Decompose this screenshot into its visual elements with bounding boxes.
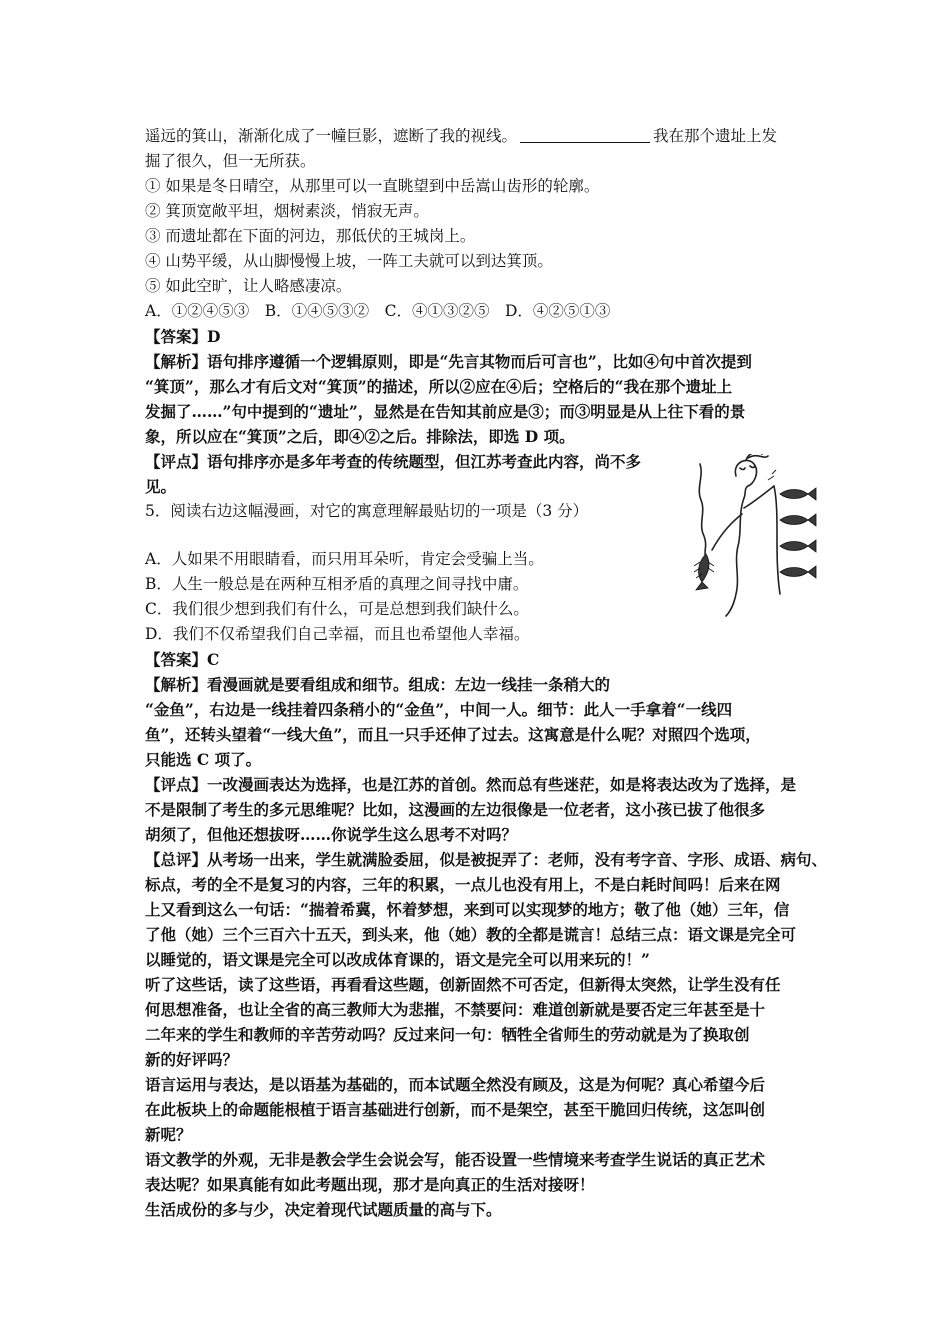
summary-line: 语文教学的外观，无非是教会学生会说会写，能否设置一些情境来考查学生说话的真正艺术 (145, 1150, 766, 1169)
q5-option: A．人如果不用眼睛看，而只用耳朵听，肯定会受骗上当。 (145, 550, 544, 568)
fish-cartoon-image (688, 454, 836, 622)
summary-line: 语言运用与表达，是以语基为基础的，而本试题全然没有顾及，这是为何呢？真心希望今后 (145, 1075, 766, 1094)
summary-line: 了他（她）三个三百六十五天，到头来，他（她）教的全都是谎言！总结三点：语文课是完全可 (145, 925, 797, 944)
q5-comment-line: 【评点】一改漫画表达为选择，也是江苏的首创。然而总有些迷茫，如是将表达改为了选择，是 (145, 775, 797, 794)
big-fish (694, 554, 714, 590)
summary-line: 在此板块上的命题能根植于语言基础进行创新，而不是架空，甚至干脆回归传统，这怎叫创 (145, 1100, 766, 1119)
summary-line: 新的好评吗？ (145, 1050, 239, 1069)
answer-blank (520, 126, 650, 143)
left-fishing-line (699, 464, 706, 558)
q4-comment-line: 【评点】语句排序亦是多年考查的传统题型，但江苏考查此内容，尚不多 (145, 452, 642, 471)
summary-line: 【总评】从考场一出来，学生就满脸委屈，似是被捉弄了：老师，没有考字音、字形、成语、病句、 (145, 850, 828, 869)
q5-analysis-line: 只能选 C 项了。 (145, 750, 262, 769)
q5-option: C．我们很少想到我们有什么，可是总想到我们缺什么。 (145, 600, 529, 618)
sentence-item: ② 箕顶宽敞平坦，烟树素淡，悄寂无声。 (145, 202, 429, 220)
q4-comment-line: 见。 (145, 477, 177, 496)
summary-line: 生活成份的多与少，决定着现代试题质量的高与下。 (145, 1200, 502, 1219)
summary-line: 标点，考的全不是复习的内容，三年的积累，一点儿也没有用上，不是白耗时间吗！后来在网 (145, 875, 781, 894)
summary-line: 何思想准备，也让全省的高三教师大为悲摧，不禁要问：难道创新就是要否定三年甚至是十 (145, 1000, 766, 1019)
passage-line: 遥远的箕山，渐渐化成了一幢巨影，遮断了我的视线。 我在那个遗址上发 (145, 127, 778, 145)
q5-comment-line: 胡须了，但他还想拔呀……你说学生这么思考不对吗？ (145, 825, 518, 844)
right-fishing-line (774, 486, 780, 594)
small-fish-group (780, 488, 816, 578)
summary-line: 以睡觉的，语文课是完全可以改成体育课的，语文是完全可以用来玩的！” (145, 950, 650, 969)
q5-stem: 5．阅读右边这幅漫画，对它的寓意理解最贴切的一项是（3 分） (145, 502, 589, 520)
document-page (145, 124, 828, 1222)
summary-line: 表达呢？如果真能有如此考题出现，那才是向真正的生活对接呀！ (145, 1175, 595, 1194)
person-arm-right (744, 486, 774, 508)
q5-option: B．人生一般总是在两种互相矛盾的真理之间寻找中庸。 (145, 575, 529, 593)
summary-line: 听了这些话，读了这些语，再看看这些题，创新固然不可否定，但新得太突然，让学生没有任 (145, 975, 781, 994)
q5-comment-line: 不是限制了考生的多元思维呢？比如，这漫画的左边很像是一位老者，这小孩已拔了他很多 (145, 800, 766, 819)
q4-answer: 【答案】D (145, 327, 221, 346)
q4-analysis-line: “箕顶”，那么才有后文对“箕顶”的描述，所以②应在④后；空格后的“我在那个遗址上 (145, 377, 733, 396)
q4-analysis-line: 【解析】语句排序遵循一个逻辑原则，即是“先言其物而后可言也”，比如④句中首次提到 (145, 352, 752, 371)
q5-analysis-line: “金鱼”，右边是一线挂着四条稍小的“金鱼”，中间一人。细节：此人一手拿着“一线四 (145, 700, 733, 719)
sentence-item: ① 如果是冬日晴空，从那里可以一直眺望到中岳嵩山齿形的轮廓。 (145, 177, 600, 195)
sentence-item: ⑤ 如此空旷，让人略感凄凉。 (145, 277, 352, 295)
passage-line: 掘了很久，但一无所获。 (145, 152, 316, 170)
person-body (726, 498, 744, 616)
sentence-item: ③ 而遗址都在下面的河边，那低伏的王城岗上。 (145, 227, 476, 245)
q5-option: D．我们不仅希望我们自己幸福，而且也希望他人幸福。 (145, 625, 530, 643)
person-head (735, 460, 756, 498)
summary-line: 上又看到这么一句话：“揣着希冀，怀着梦想，来到可以实现梦的地方；敬了他（她）三年，信 (145, 900, 790, 919)
person-arm-left (712, 514, 742, 550)
summary-line: 二年来的学生和教师的辛苦劳动吗？反过来问一句：牺牲全省师生的劳动就是为了换取创 (145, 1025, 750, 1044)
q4-analysis-line: 发掘了……”句中提到的“遗址”，显然是在告知其前应是③；而③明显是从上往下看的景 (145, 402, 746, 421)
q4-analysis-line: 象，所以应在“箕顶”之后，即④②之后。排除法，即选 D 项。 (145, 427, 575, 446)
sentence-item: ④ 山势平缓，从山脚慢慢上坡，一阵工夫就可以到达箕顶。 (145, 252, 553, 270)
q5-answer: 【答案】C (145, 650, 220, 669)
summary-line: 新呢？ (145, 1125, 192, 1144)
q5-analysis-line: 【解析】看漫画就是要看组成和细节。组成：左边一线挂一条稍大的 (145, 675, 611, 694)
q4-options: A．①②④⑤③ B．①④⑤③② C．④①③②⑤ D．④②⑤①③ (145, 302, 611, 320)
q5-analysis-line: 鱼”，还转头望着“一线大鱼”，而且一只手还伸了过去。这寓意是什么呢？对照四个选项， (145, 725, 761, 744)
